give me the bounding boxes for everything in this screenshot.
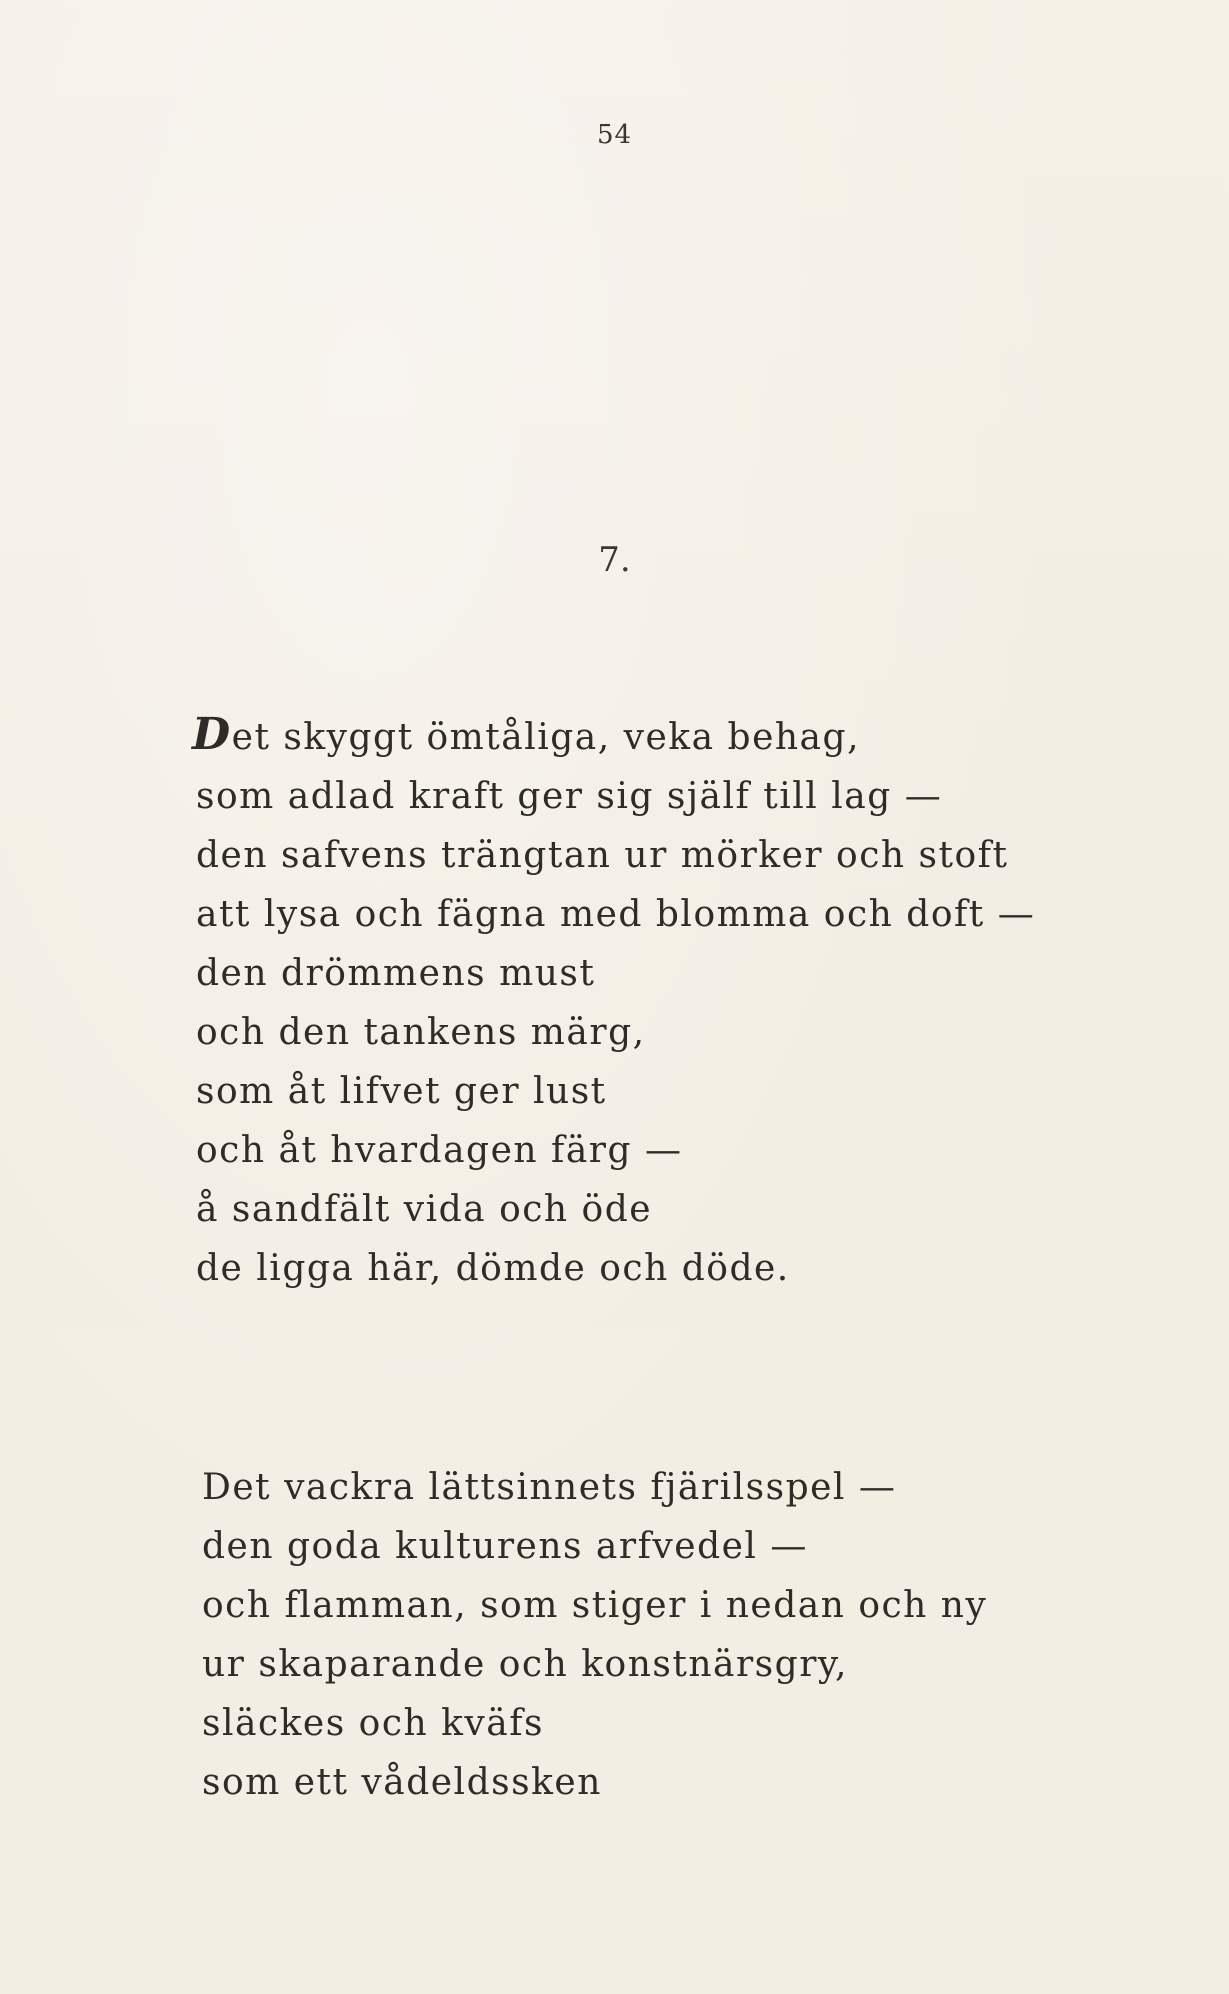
first-line-text: et skyggt ömtåliga, veka behag, (231, 717, 861, 758)
poem-line: den drömmens must (196, 953, 596, 994)
poem-stanza-1 (192, 708, 1036, 1298)
poem-line: att lysa och fägna med blomma och doft — (196, 894, 1036, 935)
poem-line: som åt lifvet ger lust (196, 1071, 607, 1112)
poem-line: de ligga här, dömde och döde. (196, 1248, 790, 1289)
poem-line: å sandfält vida och öde (196, 1189, 653, 1230)
poem-line (192, 708, 1035, 767)
poem-line: som ett vådeldssken (202, 1762, 602, 1803)
poem-line: ur skaparande och konstnärsgry, (202, 1644, 848, 1685)
drop-cap: D (192, 709, 232, 760)
poem-line: som adlad kraft ger sig själf till lag — (196, 776, 943, 817)
poem-line: och flamman, som stiger i nedan och ny (202, 1585, 988, 1626)
section-number: 7. (598, 540, 631, 580)
poem-line: den goda kulturens arfvedel — (202, 1526, 808, 1567)
poem-line: och den tankens märg, (196, 1012, 646, 1053)
poem-stanza-2 (202, 1458, 987, 1812)
poem-line: den safvens trängtan ur mörker och stoft (196, 835, 1009, 876)
poem-line: släckes och kväfs (202, 1703, 545, 1744)
page-number: 54 (596, 120, 633, 150)
poem-line: och åt hvardagen färg — (196, 1130, 683, 1171)
poem-line: Det vackra lättsinnets fjärilsspel — (202, 1467, 897, 1508)
